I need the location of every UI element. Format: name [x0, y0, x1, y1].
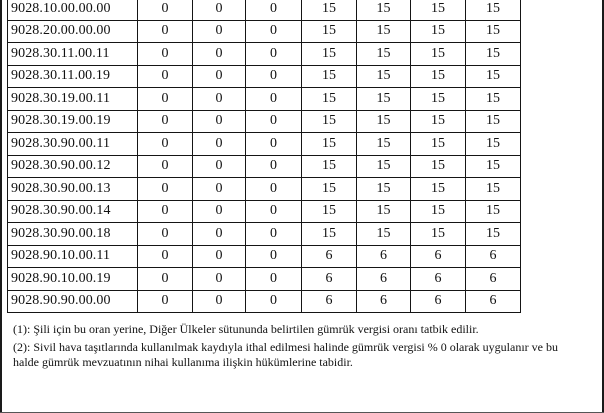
- rate-cell: 6: [466, 268, 521, 291]
- rate-cell: 15: [411, 0, 466, 20]
- rate-cell: 0: [246, 290, 302, 313]
- table-row: [8, 88, 521, 111]
- rate-cell: 15: [357, 155, 411, 178]
- rate-cell: 0: [138, 88, 193, 111]
- rate-cell: 15: [411, 88, 466, 111]
- rate-cell: 15: [302, 65, 357, 88]
- gtip-code-cell: 9028.90.90.00.00: [8, 290, 138, 313]
- rate-cell: 0: [246, 245, 302, 268]
- table-row: [8, 290, 521, 313]
- rate-cell: 15: [466, 20, 521, 43]
- rate-cell: 0: [246, 0, 302, 20]
- rate-cell: 15: [302, 110, 357, 133]
- rate-cell: 15: [357, 43, 411, 66]
- rate-cell: 0: [138, 110, 193, 133]
- table-row: [8, 245, 521, 268]
- rate-cell: 15: [411, 223, 466, 246]
- rate-cell: 15: [411, 155, 466, 178]
- rate-cell: 15: [357, 178, 411, 201]
- rate-cell: 15: [466, 88, 521, 111]
- footnote-2-line-2: halde gümrük mevzuatının nihai kullanıma ilişkin hükümlerine tabidir.: [13, 355, 353, 369]
- table-row: [8, 43, 521, 66]
- rate-cell: 0: [138, 178, 193, 201]
- rate-cell: 6: [411, 290, 466, 313]
- rate-cell: 15: [302, 200, 357, 223]
- rate-cell: 15: [302, 0, 357, 20]
- rate-cell: 0: [138, 290, 193, 313]
- tariff-table-body: [8, 0, 521, 313]
- gtip-code-cell: 9028.20.00.00.00: [8, 20, 138, 43]
- rate-cell: 15: [302, 88, 357, 111]
- rate-cell: 15: [302, 155, 357, 178]
- table-row: [8, 223, 521, 246]
- rate-cell: 15: [466, 223, 521, 246]
- table-row: [8, 65, 521, 88]
- rate-cell: 0: [246, 155, 302, 178]
- rate-cell: 15: [411, 178, 466, 201]
- rate-cell: 15: [357, 65, 411, 88]
- gtip-code-cell: 9028.30.11.00.11: [8, 43, 138, 66]
- gtip-code-cell: 9028.90.10.00.11: [8, 245, 138, 268]
- rate-cell: 15: [357, 88, 411, 111]
- rate-cell: 15: [302, 133, 357, 156]
- rate-cell: 15: [357, 20, 411, 43]
- table-row: [8, 0, 521, 20]
- rate-cell: 15: [411, 200, 466, 223]
- rate-cell: 0: [138, 20, 193, 43]
- table-row: [8, 133, 521, 156]
- rate-cell: 0: [193, 20, 246, 43]
- footnote-2-line-1: (2): Sivil hava taşıtlarında kullanılmak kaydıyla ithal edilmesi halinde gümrük vergisi % 0 olarak uygulanır ve bu: [13, 339, 558, 354]
- rate-cell: 0: [246, 223, 302, 246]
- gtip-code-cell: 9028.30.90.00.11: [8, 133, 138, 156]
- gtip-code-cell: 9028.30.19.00.11: [8, 88, 138, 111]
- rate-cell: 15: [411, 43, 466, 66]
- rate-cell: 6: [357, 268, 411, 291]
- gtip-code-cell: 9028.30.90.00.14: [8, 200, 138, 223]
- rate-cell: 0: [138, 223, 193, 246]
- rate-cell: 0: [193, 290, 246, 313]
- rate-cell: 0: [193, 110, 246, 133]
- table-row: [8, 268, 521, 291]
- rate-cell: 0: [138, 43, 193, 66]
- rate-cell: 0: [193, 245, 246, 268]
- rate-cell: 0: [193, 88, 246, 111]
- gtip-code-cell: 9028.30.11.00.19: [8, 65, 138, 88]
- rate-cell: 0: [138, 65, 193, 88]
- footnotes: [13, 322, 593, 371]
- rate-cell: 0: [246, 268, 302, 291]
- rate-cell: 15: [411, 20, 466, 43]
- rate-cell: 15: [302, 178, 357, 201]
- rate-cell: 15: [357, 110, 411, 133]
- rate-cell: 0: [193, 155, 246, 178]
- tariff-table: [7, 0, 521, 313]
- rate-cell: 0: [193, 65, 246, 88]
- rate-cell: 15: [466, 155, 521, 178]
- rate-cell: 15: [466, 43, 521, 66]
- rate-cell: 15: [466, 178, 521, 201]
- rate-cell: 6: [302, 290, 357, 313]
- rate-cell: 0: [246, 43, 302, 66]
- rate-cell: 6: [411, 245, 466, 268]
- rate-cell: 0: [193, 268, 246, 291]
- rate-cell: 0: [138, 245, 193, 268]
- rate-cell: 15: [302, 223, 357, 246]
- rate-cell: 0: [138, 155, 193, 178]
- rate-cell: 6: [302, 245, 357, 268]
- rate-cell: 0: [246, 133, 302, 156]
- gtip-code-cell: 9028.30.90.00.13: [8, 178, 138, 201]
- table-row: [8, 20, 521, 43]
- rate-cell: 6: [302, 268, 357, 291]
- rate-cell: 6: [411, 268, 466, 291]
- rate-cell: 15: [411, 65, 466, 88]
- rate-cell: 15: [466, 0, 521, 20]
- rate-cell: 15: [357, 223, 411, 246]
- gtip-code-cell: 9028.30.19.00.19: [8, 110, 138, 133]
- table-row: [8, 110, 521, 133]
- rate-cell: 15: [466, 110, 521, 133]
- rate-cell: 0: [246, 20, 302, 43]
- rate-cell: 15: [466, 200, 521, 223]
- rate-cell: 0: [246, 178, 302, 201]
- rate-cell: 0: [193, 133, 246, 156]
- rate-cell: 0: [246, 88, 302, 111]
- rate-cell: 6: [357, 245, 411, 268]
- rate-cell: 6: [466, 290, 521, 313]
- rate-cell: 15: [466, 65, 521, 88]
- rate-cell: 0: [246, 65, 302, 88]
- rate-cell: 15: [357, 0, 411, 20]
- rate-cell: 0: [193, 223, 246, 246]
- page-border-left: [0, 0, 2, 413]
- rate-cell: 0: [193, 43, 246, 66]
- rate-cell: 0: [246, 200, 302, 223]
- rate-cell: 15: [411, 110, 466, 133]
- gtip-code-cell: 9028.30.90.00.12: [8, 155, 138, 178]
- gtip-code-cell: 9028.10.00.00.00: [8, 0, 138, 20]
- gtip-code-cell: 9028.30.90.00.18: [8, 223, 138, 246]
- rate-cell: 15: [411, 133, 466, 156]
- rate-cell: 0: [138, 133, 193, 156]
- rate-cell: 15: [302, 43, 357, 66]
- gtip-code-cell: 9028.90.10.00.19: [8, 268, 138, 291]
- footnote-1: (1): Şili için bu oran yerine, Diğer Ülkeler sütununda belirtilen gümrük vergisi oranı tatbik edilir.: [13, 322, 479, 336]
- rate-cell: 15: [302, 20, 357, 43]
- rate-cell: 0: [138, 200, 193, 223]
- rate-cell: 0: [193, 0, 246, 20]
- rate-cell: 15: [357, 133, 411, 156]
- table-row: [8, 155, 521, 178]
- rate-cell: 0: [138, 0, 193, 20]
- rate-cell: 0: [246, 110, 302, 133]
- table-row: [8, 200, 521, 223]
- rate-cell: 6: [357, 290, 411, 313]
- rate-cell: 15: [466, 133, 521, 156]
- rate-cell: 0: [193, 178, 246, 201]
- table-row: [8, 178, 521, 201]
- rate-cell: 0: [138, 268, 193, 291]
- rate-cell: 6: [466, 245, 521, 268]
- rate-cell: 15: [357, 200, 411, 223]
- rate-cell: 0: [193, 200, 246, 223]
